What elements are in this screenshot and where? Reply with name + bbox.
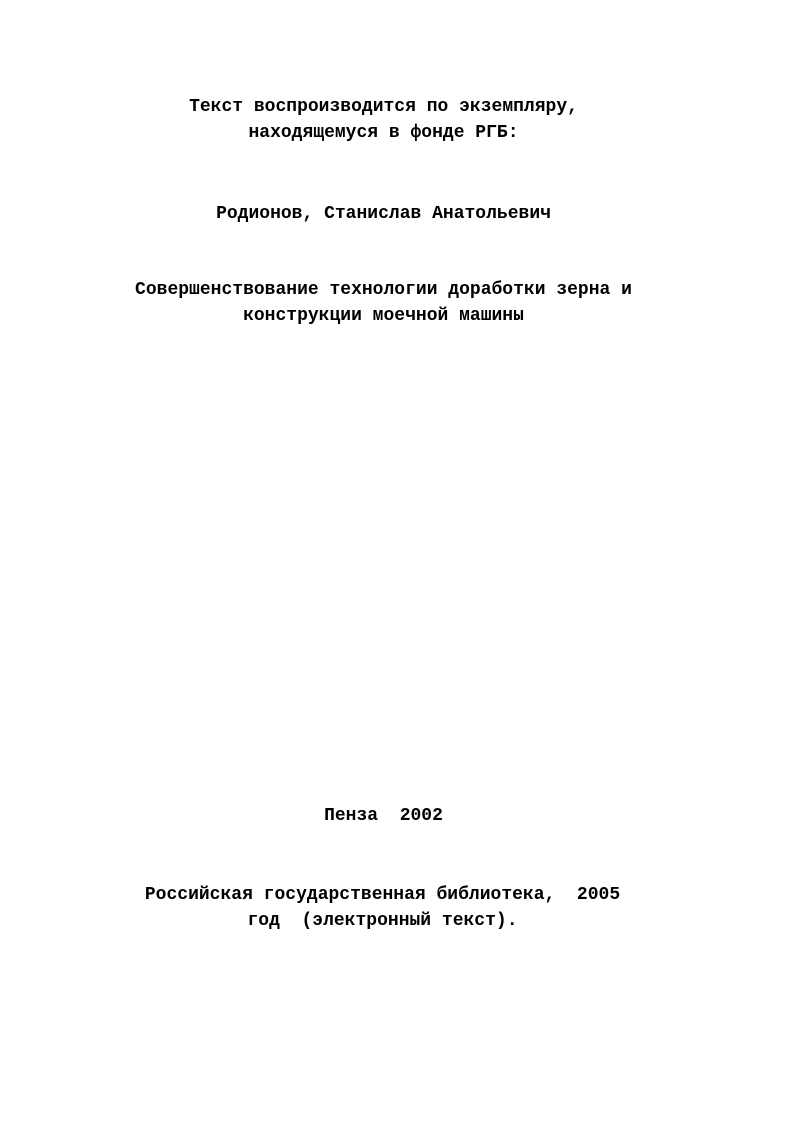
author-name: Родионов, Станислав Анатольевич [216, 204, 551, 224]
library-line-2: год (электронный текст). [247, 911, 518, 931]
notice-line-1: Текст воспроизводится по экземпляру, [189, 97, 578, 117]
notice-line-2: находящемуся в фонде РГБ: [248, 123, 519, 143]
title-line-1: Совершенствование технологии доработки зерна и [135, 280, 632, 300]
place-year: Пенза 2002 [324, 806, 443, 826]
place-year-block [0, 803, 780, 829]
title-line-2: конструкции моечной машины [243, 306, 524, 326]
work-title [0, 277, 780, 329]
library-line-1: Российская государственная библиотека, 2005 [144, 885, 621, 905]
library-credit [0, 882, 779, 934]
reproduction-notice [0, 94, 780, 146]
author-block [0, 201, 780, 227]
